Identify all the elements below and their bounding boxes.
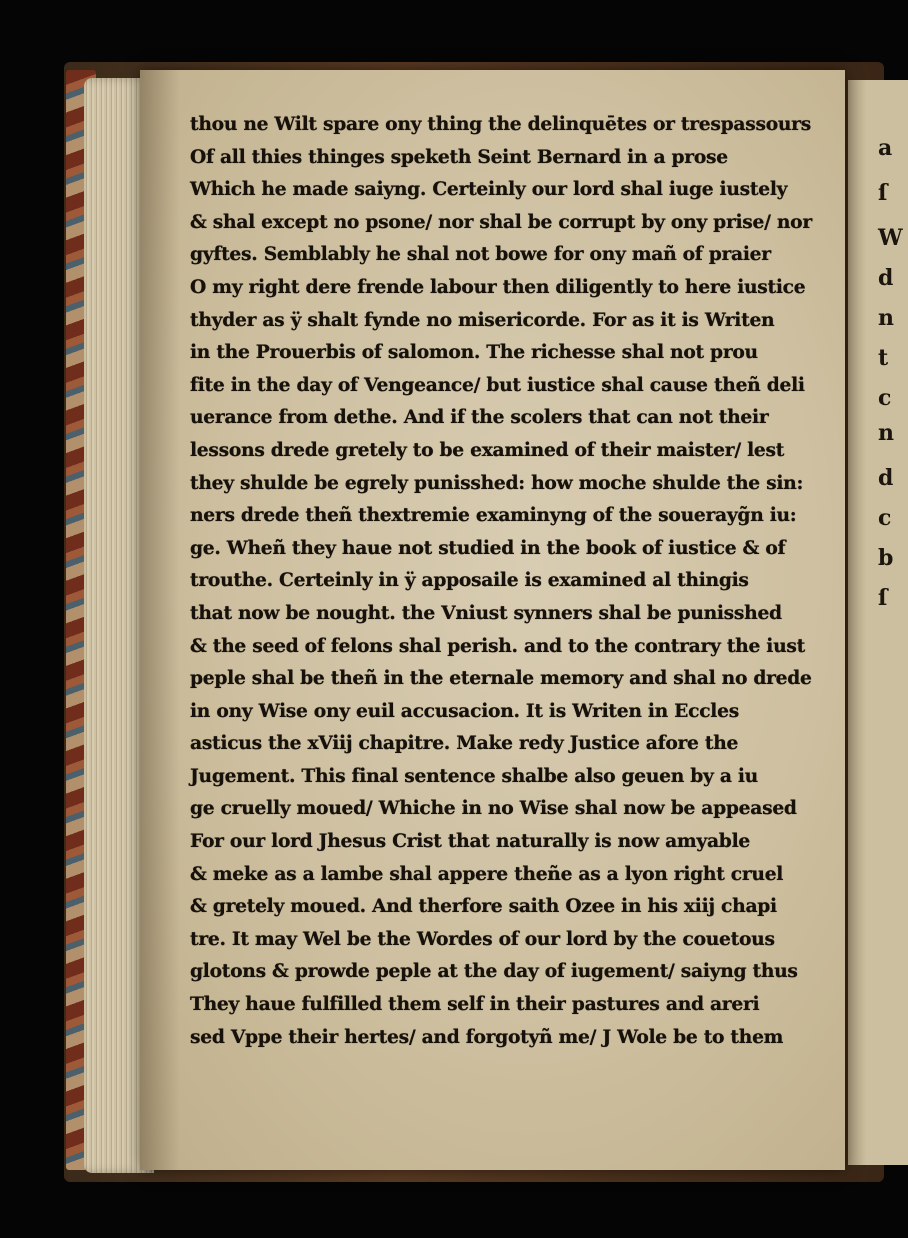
text-line: that now be nought. the Vniust synners shal be punisshed [190, 601, 782, 624]
text-line: Jugement. This final sentence shalbe also geuen by a iu [190, 764, 758, 787]
facing-fragment: ſ [878, 180, 888, 206]
text-line: O my right dere frende labour then diligently to here iustice [190, 275, 806, 298]
text-line: uerance from dethe. And if the scolers that can not their [190, 406, 769, 429]
text-line: they shulde be egrely punisshed: how moche shulde the sin: [190, 471, 804, 494]
text-line: ge cruelly moued/ Whiche in no Wise shal now be appeased [190, 797, 797, 820]
facing-fragment: d [878, 265, 894, 291]
facing-fragment: n [878, 305, 894, 331]
text-line: ge. Wheñ they haue not studied in the book of iustice & of [190, 536, 786, 559]
text-line: & gretely moued. And therfore saith Ozee in his xiij chapi [190, 895, 777, 918]
facing-fragment: ſ [878, 585, 888, 611]
facing-fragment: t [878, 345, 889, 371]
facing-fragment: b [878, 545, 894, 571]
text-line: thyder as ÿ shalt fynde no misericorde. For as it is Writen [190, 308, 775, 331]
text-line: For our lord Jhesus Crist that naturally is now amyable [190, 830, 750, 853]
page-text [190, 108, 830, 1053]
text-line: fite in the day of Vengeance/ but iustice shal cause theñ deli [190, 373, 805, 396]
text-line: asticus the xViij chapitre. Make redy Justice afore the [190, 732, 739, 755]
facing-fragment: c [878, 505, 892, 531]
text-line: in ony Wise ony euil accusacion. It is Writen in Eccles [190, 699, 739, 722]
facing-fragment: W [878, 225, 903, 251]
text-line: & meke as a lambe shal appere theñe as a lyon right cruel [190, 862, 784, 885]
facing-fragment: d [878, 465, 894, 491]
text-line: Of all thies thinges speketh Seint Bernard in a prose [190, 145, 728, 168]
text-line: Which he made saiyng. Certeinly our lord shal iuge iustely [190, 178, 788, 201]
text-line: & shal except no psone/ nor shal be corrupt by ony prise/ nor [190, 210, 812, 233]
facing-page [848, 80, 908, 1165]
text-line: They haue fulfilled them self in their pastures and areri [190, 993, 760, 1016]
text-line: trouthe. Certeinly in ÿ apposaile is examined al thingis [190, 569, 749, 592]
text-line: peple shal be theñ in the eternale memory and shal no drede [190, 667, 812, 690]
text-line: & the seed of felons shal perish. and to the contrary the iust [190, 634, 805, 657]
text-line: thou ne Wilt spare ony thing the delinquētes or trespassours [190, 113, 811, 135]
text-line: lessons drede gretely to be examined of their maister/ lest [190, 438, 785, 461]
page-gutter-shadow [140, 70, 180, 1170]
facing-fragment: c [878, 385, 892, 411]
facing-fragment: a [878, 135, 893, 161]
text-line: ners drede theñ thextremie examinyng of the souerayg̃n iu: [190, 504, 797, 527]
text-line: glotons & prowde peple at the day of iugement/ saiyng thus [190, 960, 798, 983]
text-line: gyftes. Semblably he shal not bowe for ony mañ of praier [190, 243, 771, 266]
text-line: tre. It may Wel be the Wordes of our lord by the couetous [190, 927, 775, 950]
text-line: in the Prouerbis of salomon. The richesse shal not prou [190, 341, 758, 364]
text-line: sed Vppe their hertes/ and forgotyñ me/ J Wole be to them [190, 1025, 784, 1048]
facing-fragment: n [878, 420, 894, 446]
